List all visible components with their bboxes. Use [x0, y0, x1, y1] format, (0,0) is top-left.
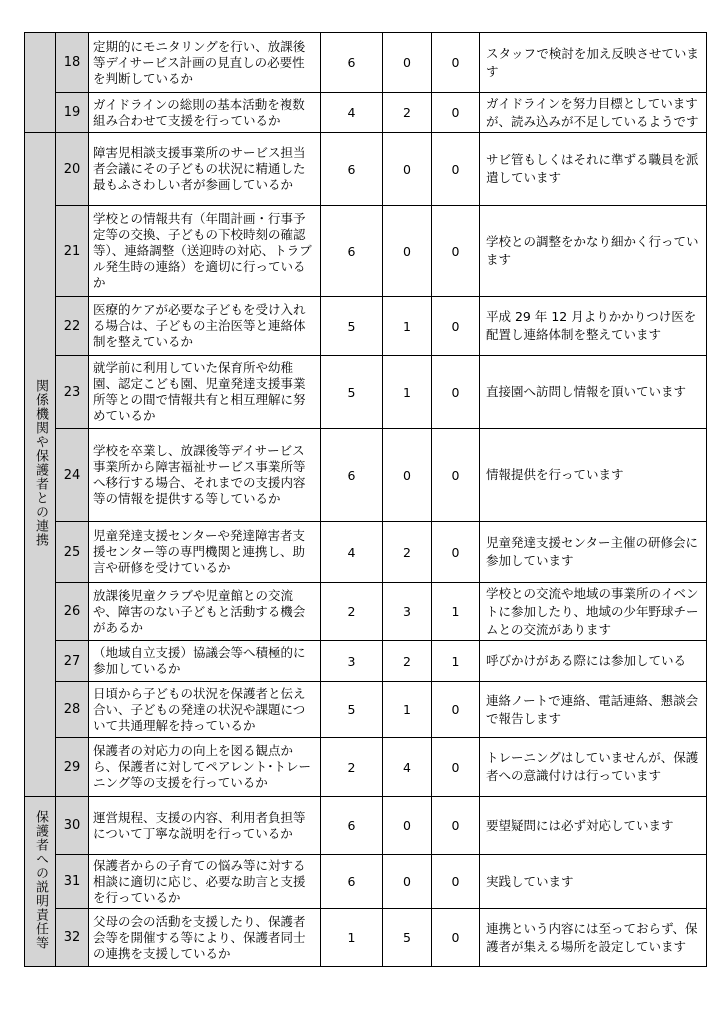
question-text: 保護者の対応力の向上を図る観点から、保護者に対してペアレント･トレーニング等の支援を行っているか — [89, 738, 321, 797]
table-row — [25, 583, 707, 641]
table-row — [25, 133, 707, 206]
evaluation-sheet — [24, 32, 706, 967]
count-no: 1 — [432, 583, 480, 641]
count-yes: 2 — [321, 583, 383, 641]
item-number: 32 — [56, 909, 89, 967]
comment-text: 実践しています — [480, 855, 707, 909]
comment-text: 児童発達支援センター主催の研修会に参加しています — [480, 522, 707, 583]
count-yes: 5 — [321, 682, 383, 738]
count-yes: 2 — [321, 738, 383, 797]
table-row — [25, 855, 707, 909]
item-number: 26 — [56, 583, 89, 641]
comment-text: 平成 29 年 12 月よりかかりつけ医を配置し連絡体制を整えています — [480, 297, 707, 356]
count-no: 1 — [432, 641, 480, 682]
count-neutral: 1 — [383, 682, 432, 738]
count-neutral: 5 — [383, 909, 432, 967]
table-row — [25, 356, 707, 429]
count-neutral: 0 — [383, 429, 432, 522]
count-yes: 3 — [321, 641, 383, 682]
question-text: ガイドラインの総則の基本活動を複数組み合わせて支援を行っているか — [89, 93, 321, 133]
item-number: 27 — [56, 641, 89, 682]
count-no: 0 — [432, 33, 480, 93]
comment-text: ガイドラインを努力目標としていますが、読み込みが不足しているようです — [480, 93, 707, 133]
question-text: （地域自立支援）協議会等へ積極的に参加しているか — [89, 641, 321, 682]
question-text: 保護者からの子育ての悩み等に対する相談に適切に応じ、必要な助言と支援を行っているか — [89, 855, 321, 909]
category-cell — [25, 797, 56, 967]
item-number: 19 — [56, 93, 89, 133]
count-no: 0 — [432, 93, 480, 133]
count-neutral: 2 — [383, 93, 432, 133]
item-number: 24 — [56, 429, 89, 522]
item-number: 25 — [56, 522, 89, 583]
item-number: 28 — [56, 682, 89, 738]
comment-text: 連携という内容には至っておらず、保護者が集える場所を設定しています — [480, 909, 707, 967]
question-text: 学校を卒業し、放課後等デイサービス事業所から障害福祉サービス事業所等へ移行する場合、それまでの支援内容等の情報を提供する等しているか — [89, 429, 321, 522]
count-no: 0 — [432, 429, 480, 522]
comment-text: 情報提供を行っています — [480, 429, 707, 522]
table-row — [25, 738, 707, 797]
item-number: 29 — [56, 738, 89, 797]
count-no: 0 — [432, 797, 480, 855]
table-row — [25, 682, 707, 738]
question-text: 学校との情報共有（年間計画・行事予定等の交換、子どもの下校時刻の確認等）、連絡調整（送迎時の対応、トラブル発生時の連絡）を適切に行っているか — [89, 206, 321, 297]
category-label: 関係機関や保護者との連携 — [33, 378, 48, 547]
count-yes: 6 — [321, 33, 383, 93]
count-neutral: 0 — [383, 855, 432, 909]
question-text: 医療的ケアが必要な子どもを受け入れる場合は、子どもの主治医等と連絡体制を整えているか — [89, 297, 321, 356]
count-neutral: 2 — [383, 522, 432, 583]
item-number: 22 — [56, 297, 89, 356]
comment-text: 連絡ノートで連絡、電話連絡、懇談会で報告します — [480, 682, 707, 738]
table-row — [25, 909, 707, 967]
item-number: 23 — [56, 356, 89, 429]
category-cell — [25, 133, 56, 797]
count-no: 0 — [432, 297, 480, 356]
count-yes: 4 — [321, 522, 383, 583]
question-text: 父母の会の活動を支援したり、保護者会等を開催する等により、保護者同士の連携を支援しているか — [89, 909, 321, 967]
comment-text: スタッフで検討を加え反映させています — [480, 33, 707, 93]
question-text: 就学前に利用していた保育所や幼稚園、認定こども園、児童発達支援事業所等との間で情報共有と相互理解に努めているか — [89, 356, 321, 429]
count-yes: 6 — [321, 133, 383, 206]
comment-text: 要望疑問には必ず対応しています — [480, 797, 707, 855]
comment-text: 学校との調整をかなり細かく行っています — [480, 206, 707, 297]
table-row — [25, 641, 707, 682]
count-neutral: 3 — [383, 583, 432, 641]
count-no: 0 — [432, 133, 480, 206]
count-no: 0 — [432, 909, 480, 967]
question-text: 日頃から子どもの状況を保護者と伝え合い、子どもの発達の状況や課題について共通理解を持っているか — [89, 682, 321, 738]
question-text: 障害児相談支援事業所のサービス担当者会議にその子どもの状況に精通した最もふさわしい者が参画しているか — [89, 133, 321, 206]
count-neutral: 4 — [383, 738, 432, 797]
category-label: 保護者への説明責任等 — [33, 809, 48, 950]
count-yes: 6 — [321, 206, 383, 297]
item-number: 30 — [56, 797, 89, 855]
table-row — [25, 522, 707, 583]
evaluation-table — [24, 32, 707, 967]
count-no: 0 — [432, 206, 480, 297]
count-neutral: 2 — [383, 641, 432, 682]
count-yes: 6 — [321, 797, 383, 855]
question-text: 放課後児童クラブや児童館との交流や、障害のない子どもと活動する機会があるか — [89, 583, 321, 641]
count-neutral: 0 — [383, 133, 432, 206]
table-row — [25, 206, 707, 297]
table-row — [25, 429, 707, 522]
count-neutral: 1 — [383, 356, 432, 429]
count-yes: 1 — [321, 909, 383, 967]
count-yes: 6 — [321, 429, 383, 522]
count-no: 0 — [432, 522, 480, 583]
table-row — [25, 33, 707, 93]
count-no: 0 — [432, 682, 480, 738]
comment-text: 直接園へ訪問し情報を頂いています — [480, 356, 707, 429]
question-text: 定期的にモニタリングを行い、放課後等デイサービス計画の見直しの必要性を判断しているか — [89, 33, 321, 93]
count-yes: 5 — [321, 356, 383, 429]
count-neutral: 0 — [383, 33, 432, 93]
count-no: 0 — [432, 855, 480, 909]
comment-text: トレーニングはしていませんが、保護者への意識付けは行っています — [480, 738, 707, 797]
count-neutral: 0 — [383, 797, 432, 855]
comment-text: 呼びかけがある際には参加している — [480, 641, 707, 682]
comment-text: サビ管もしくはそれに準ずる職員を派遣しています — [480, 133, 707, 206]
count-yes: 4 — [321, 93, 383, 133]
item-number: 20 — [56, 133, 89, 206]
item-number: 18 — [56, 33, 89, 93]
item-number: 31 — [56, 855, 89, 909]
count-neutral: 1 — [383, 297, 432, 356]
table-row — [25, 297, 707, 356]
count-no: 0 — [432, 356, 480, 429]
question-text: 運営規程、支援の内容、利用者負担等について丁寧な説明を行っているか — [89, 797, 321, 855]
count-no: 0 — [432, 738, 480, 797]
count-yes: 6 — [321, 855, 383, 909]
table-row — [25, 93, 707, 133]
count-yes: 5 — [321, 297, 383, 356]
table-row — [25, 797, 707, 855]
item-number: 21 — [56, 206, 89, 297]
category-cell-blank — [25, 33, 56, 133]
count-neutral: 0 — [383, 206, 432, 297]
question-text: 児童発達支援センターや発達障害者支援センター等の専門機関と連携し、助言や研修を受けているか — [89, 522, 321, 583]
comment-text: 学校との交流や地域の事業所のイベントに参加したり、地域の少年野球チームとの交流があります — [480, 583, 707, 641]
